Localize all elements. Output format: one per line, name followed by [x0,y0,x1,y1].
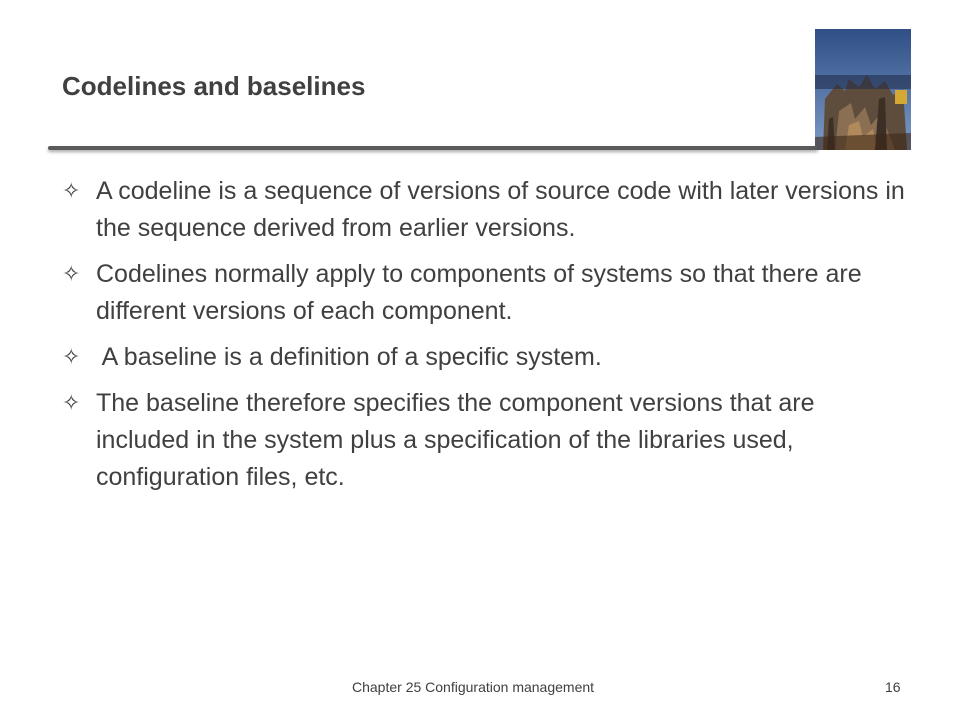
bullet-item [62,173,912,247]
bullet-text: The baseline therefore specifies the component versions that are included in the system plus a specification of the libraries used, configuration files, etc. [96,389,815,491]
four-pointed-star-icon: ✧ [62,345,81,370]
four-pointed-star-icon: ✧ [62,391,81,416]
footer-chapter-label: Chapter 25 Configuration management [352,679,595,695]
bullet-text: A codeline is a sequence of versions of source code with later versions in the sequence derived from earlier versions. [96,177,905,242]
title-divider [48,146,818,150]
bullet-text: Codelines normally apply to components of systems so that there are different versions of each component. [96,260,862,325]
book-cover-illustration [815,29,911,150]
bullet-list [62,173,912,505]
page-number: 16 [885,679,901,695]
bullet-item [62,339,912,376]
four-pointed-star-icon: ✧ [62,179,81,204]
bullet-item [62,256,912,330]
bullet-text: A baseline is a definition of a specific system. [96,343,602,371]
bullet-item [62,385,912,496]
book-cover-image [815,29,911,150]
four-pointed-star-icon: ✧ [62,262,81,287]
slide-title: Codelines and baselines [62,71,366,101]
